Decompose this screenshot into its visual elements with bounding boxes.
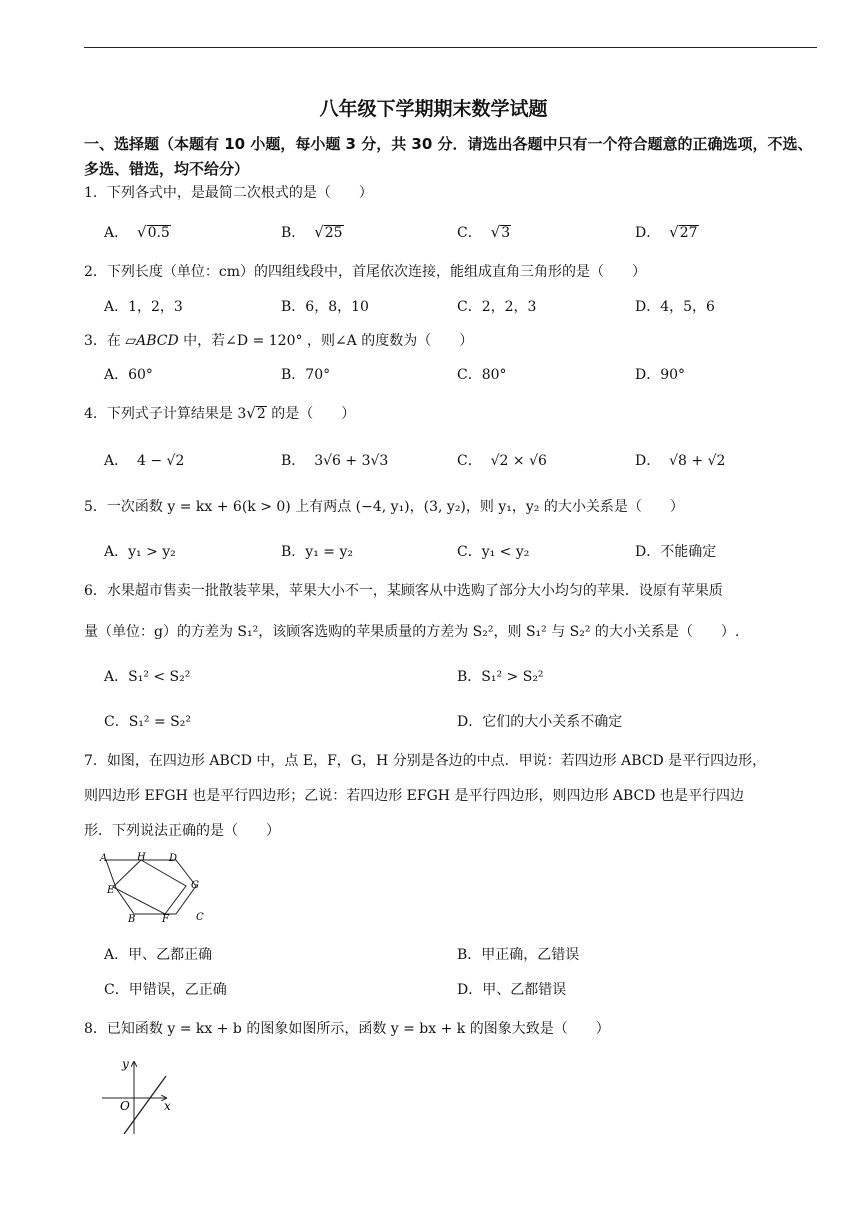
graph-label-x: x — [164, 1099, 171, 1113]
q1-option-a: A． √0.5 — [104, 223, 170, 241]
q7-option-b: B．甲正确，乙错误 — [457, 947, 580, 963]
q3-option-a: A．60° — [104, 367, 153, 383]
linear-function-graph — [96, 1052, 186, 1138]
question-8-stem: 8．已知函数 y = kx + b 的图象如图所示，函数 y = bx + k 的图象大致是（ ） — [84, 1021, 610, 1037]
q5-option-b: B．y₁ = y₂ — [281, 544, 353, 560]
question-2-stem: 2．下列长度（单位：cm）的四组线段中，首尾依次连接，能组成直角三角形的是（ ） — [84, 264, 647, 280]
q5-option-d: D．不能确定 — [635, 544, 717, 560]
q2-option-d: D．4，5，6 — [635, 299, 715, 315]
figure-label-c: C — [196, 912, 204, 923]
q7-option-d: D．甲、乙都错误 — [457, 982, 567, 998]
figure-label-b: B — [128, 914, 136, 925]
q3-option-d: D．90° — [635, 367, 686, 383]
question-6-stem-line1: 6．水果超市售卖一批散装苹果，苹果大小不一，某顾客从中选购了部分大小均匀的苹果．设原有苹果质 — [84, 583, 723, 599]
question-6-stem-line2: 量（单位：g）的方差为 S₁²，该顾客选购的苹果质量的方差为 S₂²，则 S₁² 与 S₂² 的大小关系是（ ）. — [84, 624, 740, 640]
q3-option-c: C．80° — [457, 367, 507, 383]
question-3-stem: 3．在 ▱ABCD 中，若∠D = 120° ，则∠A 的度数为（ ） — [84, 333, 474, 349]
q1-option-b: B． √25 — [281, 223, 343, 241]
q6-option-c: C．S₁² = S₂² — [104, 714, 191, 730]
q5-option-c: C．y₁ < y₂ — [457, 544, 530, 560]
q2-option-c: C．2，2，3 — [457, 299, 537, 315]
q2-option-a: A．1，2，3 — [104, 299, 183, 315]
question-4-stem: 4．下列式子计算结果是 3√2 的是（ ） — [84, 404, 356, 422]
figure-label-h: H — [137, 852, 146, 863]
q6-option-a: A．S₁² < S₂² — [104, 669, 191, 685]
section-heading: 一、选择题（本题有 10 小题，每小题 3 分，共 30 分．请选出各题中只有一个符合题意的正确选项，不选、多选、错选，均不给分） — [84, 135, 813, 178]
page-title: 八年级下学期期末数学试题 — [319, 98, 548, 120]
question-1-stem: 1．下列各式中，是最简二次根式的是（ ） — [84, 185, 373, 201]
header-rule — [84, 47, 817, 48]
q5-option-a: A．y₁ > y₂ — [104, 544, 176, 560]
question-5-stem: 5．一次函数 y = kx + 6(k > 0) 上有两点 (−4, y₁)，(3, y₂)，则 y₁，y₂ 的大小关系是（ ） — [84, 499, 684, 515]
q1-option-c: C． √3 — [457, 223, 511, 241]
q1-option-d: D． √27 — [635, 223, 698, 241]
figure-label-g: G — [191, 880, 199, 891]
q7-option-a: A．甲、乙都正确 — [104, 947, 213, 963]
q4-option-a: A． 4 − √2 — [104, 453, 185, 469]
figure-label-d: D — [169, 853, 178, 864]
q7-option-c: C．甲错误，乙正确 — [104, 982, 227, 998]
function-line — [124, 1076, 166, 1134]
q6-option-b: B．S₁² > S₂² — [457, 669, 544, 685]
q4-option-c: C． √2 × √6 — [457, 453, 547, 469]
question-7-stem-line3: 形．下列说法正确的是（ ） — [84, 823, 280, 839]
figure-label-f: F — [162, 914, 169, 925]
question-7-stem-line1: 7．如图，在四边形 ABCD 中，点 E，F，G，H 分别是各边的中点．甲说：若四边形 ABCD 是平行四边形， — [84, 753, 767, 769]
graph-label-y: y — [122, 1057, 129, 1071]
q4-option-d: D． √8 + √2 — [635, 453, 726, 469]
question-7-stem-line2: 则四边形 EFGH 也是平行四边形；乙说：若四边形 EFGH 是平行四边形，则四边形 ABCD 也是平行四边 — [84, 788, 744, 804]
figure-label-e: E — [107, 885, 115, 896]
figure-label-a: A — [100, 853, 108, 864]
quadrilateral-figure — [96, 850, 216, 926]
graph-label-origin: O — [120, 1099, 130, 1113]
q4-option-b: B． 3√6 + 3√3 — [281, 453, 389, 469]
q2-option-b: B．6，8，10 — [281, 299, 369, 315]
q6-option-d: D．它们的大小关系不确定 — [457, 714, 623, 730]
q3-option-b: B．70° — [281, 367, 331, 383]
